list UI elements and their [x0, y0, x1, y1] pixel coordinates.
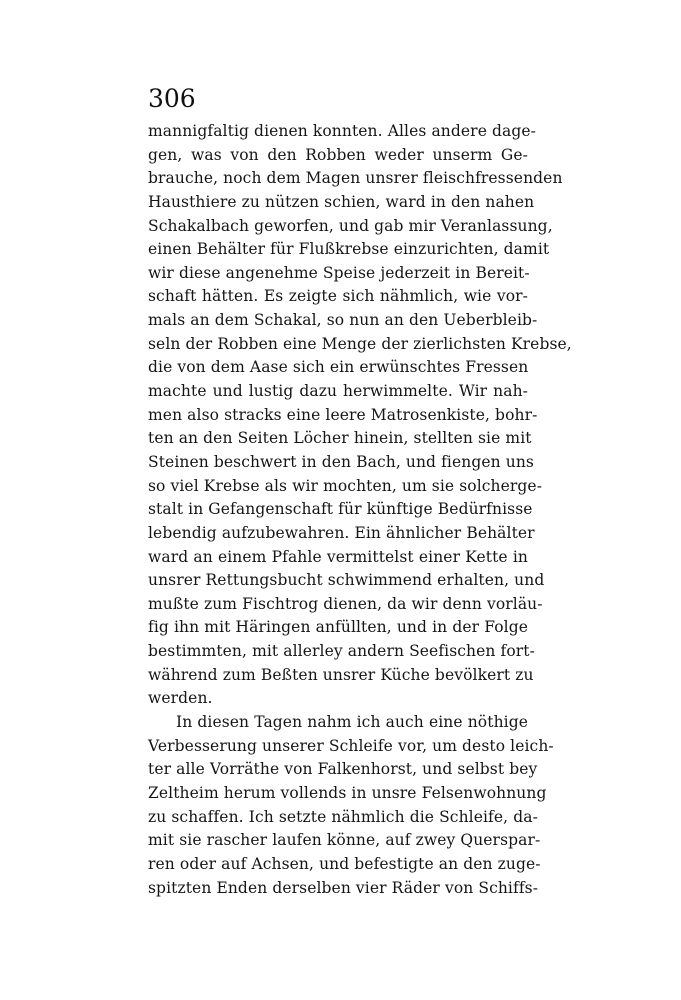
text-line: während zum Beßten unsrer Küche bevölkert zu	[148, 665, 534, 684]
body-text	[148, 120, 572, 900]
text-line: schaft hätten. Es zeigte sich nähmlich, wie vor-	[148, 287, 528, 306]
text-line: ward an einem Pfahle vermittelst einer Kette in	[148, 547, 528, 566]
text-line: men also stracks eine leere Matrosenkiste, bohr-	[148, 405, 538, 424]
text-line: mannigfaltig dienen konnten. Alles andere dage-	[148, 122, 536, 140]
text-line: brauche, noch dem Magen unsrer fleischfressenden	[148, 169, 563, 188]
text-line: bestimmten, mit allerley andern Seefischen fort-	[148, 642, 535, 661]
text-line: ter alle Vorräthe von Falkenhorst, und selbst bey	[148, 760, 538, 779]
paragraph-start-line: In diesen Tagen nahm ich auch eine nöthige	[176, 713, 528, 732]
text-line: machte und lustig dazu herwimmelte. Wir nah-	[148, 382, 528, 401]
text-line: fig ihn mit Häringen anfüllten, und in der Folge	[148, 618, 528, 637]
text-line: ten an den Seiten Löcher hinein, stellten sie mit	[148, 429, 532, 448]
text-line: ren oder auf Achsen, und befestigte an den zuge-	[148, 854, 541, 873]
text-line: gen, was von den Robben weder unserm Ge-	[148, 145, 528, 164]
text-line: Verbesserung unserer Schleife vor, um desto leich-	[148, 736, 554, 755]
text-line: seln der Robben eine Menge der zierlichsten Krebse,	[148, 334, 572, 353]
text-line: stalt in Gefangenschaft für künftige Bedürfnisse	[148, 500, 533, 519]
text-line: Steinen beschwert in den Bach, und fiengen uns	[148, 452, 534, 471]
text-line: Schakalbach geworfen, und gab mir Veranlassung,	[148, 216, 553, 235]
text-line: einen Behälter für Flußkrebse einzurichten, damit	[148, 240, 550, 259]
text-line: Zeltheim herum vollends in unsre Felsenwohnung	[148, 783, 547, 802]
text-line: wir diese angenehme Speise jederzeit in Bereit-	[148, 263, 530, 282]
text-line: Hausthiere zu nützen schien, ward in den nahen	[148, 192, 535, 211]
text-line: spitzten Enden derselben vier Räder von Schiffs-	[148, 878, 539, 897]
text-line: so viel Krebse als wir mochten, um sie solcherge-	[148, 476, 543, 495]
text-line: unsrer Rettungsbucht schwimmend erhalten, und	[148, 571, 545, 590]
text-line: zu schaffen. Ich setzte nähmlich die Schleife, da-	[148, 807, 538, 826]
page-number: 306	[148, 84, 196, 113]
text-line: mit sie rascher laufen könne, auf zwey Querspar-	[148, 831, 541, 850]
text-line: die von dem Aase sich ein erwünschtes Fressen	[148, 358, 529, 377]
paragraph-end-line: werden.	[148, 689, 213, 708]
text-line: mußte zum Fischtrog dienen, da wir denn vorläu-	[148, 594, 543, 613]
text-line: mals an dem Schakal, so nun an den Ueberbleib-	[148, 311, 538, 330]
text-line: lebendig aufzubewahren. Ein ähnlicher Behälter	[148, 523, 535, 542]
